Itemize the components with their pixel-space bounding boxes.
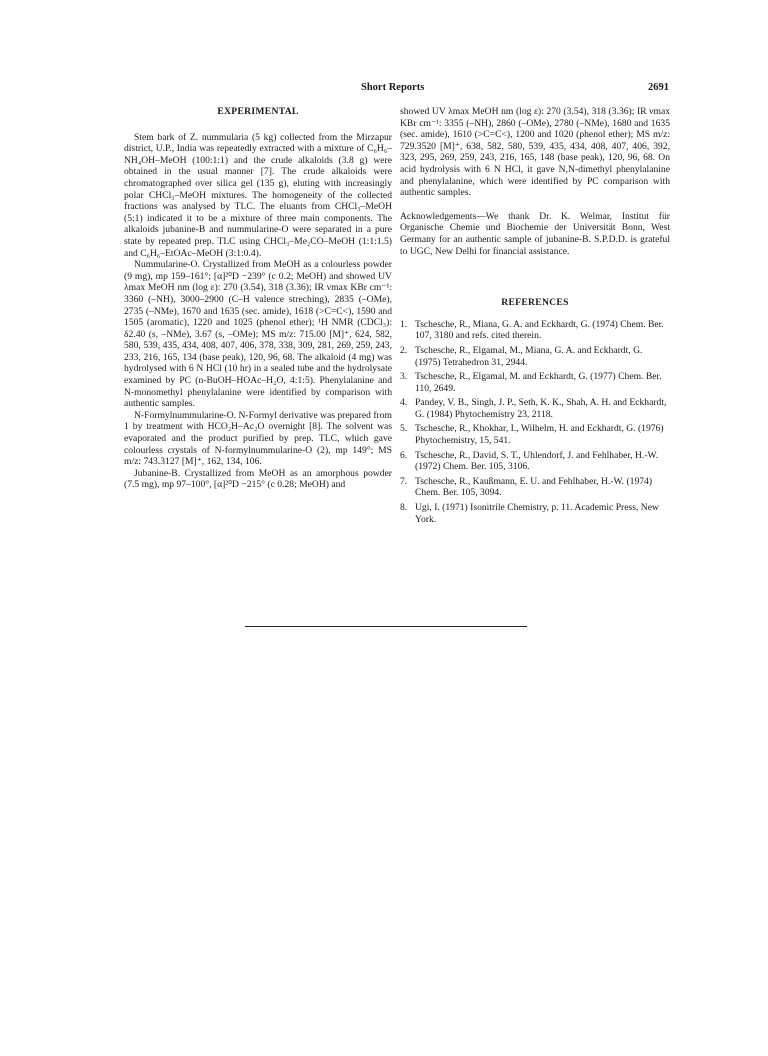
reference-number: 4. (400, 397, 408, 409)
left-column (124, 106, 392, 491)
references-heading: REFERENCES (501, 297, 569, 309)
paragraph-extraction: Stem bark of Z. nummularia (5 kg) collected from the Mirzapur district, U.P., India was repeatedly extracted with a mixture of C₆H₆–NH₄OH–MeOH (100:1:1) and the crude alkaloids (3.8 g) were obtained in the usual manner [7]. The crude alkaloids were chromatographed over silica gel (135 g), eluting with increasingly polar CHCl₃–MeOH mixtures. The homogeneity of the collected fractions was analysed by TLC. The eluants from CHCl₃–MeOH (5:1) indicated it to be a mixture of three main components. The alkaloids jubanine-B and nummularine-O were separated in a pure state by repeated prep. TLC using CHCl₃–Me₂CO–MeOH (1:1:1.5) and C₆H₆–EtOAc–MeOH (3:1:0.4). (124, 131, 392, 259)
acknowledgements: Acknowledgements—We thank Dr. K. Welmar, Institut für Organische Chemie und Biochemie der Universität Bonn, West Germany for an authentic sample of jubanine-B. S.P.D.D. is grateful to UGC, New Delhi for financial assistance. (400, 210, 670, 257)
page-header (0, 0, 768, 100)
references-list (400, 319, 670, 526)
reference-item (400, 476, 670, 499)
reference-number: 8. (400, 502, 408, 514)
running-head: Short Reports (361, 82, 425, 93)
reference-text: Tschesche, R., Elgamal, M., Miana, G. A. and Eckhardt, G. (1975) Tetrahedron 31, 2944. (415, 344, 643, 368)
paragraph-n-formylnummularine-o: N-Formylnummularine-O. N-Formyl derivative was prepared from 1 by treatment with HCO₂H–Ac₂O overnight [8]. The solvent was evaporated and the product purified by prep. TLC, which gave colourless crystals of N-formylnummularine-O (2), mp 149°; MS m/z: 743.3127 [M]⁺, 162, 134, 106. (124, 409, 392, 468)
section-heading-experimental: EXPERIMENTAL (217, 106, 299, 117)
reference-item (400, 502, 670, 525)
reference-number: 7. (400, 475, 408, 487)
end-rule (245, 626, 527, 627)
reference-text: Tschesche, R., David, S. T., Uhlendorf, J. and Fehlhaber, H.-W. (1972) Chem. Ber. 105, 3106. (415, 449, 659, 473)
reference-item (400, 450, 670, 473)
reference-item (400, 397, 670, 420)
reference-item (400, 371, 670, 394)
reference-text: Pandey, V. B., Singh, J. P., Seth, K. K., Shah, A. H. and Eckhardt, G. (1984) Phytochemistry 23, 2118. (415, 397, 667, 420)
reference-text: Tschesche, R., Khokhar, I., Wilhelm, H. and Eckhardt, G. (1976) Phytochemistry, 15, 541. (415, 423, 664, 447)
paragraph-nummularine-o: Nummularine-O. Crystallized from MeOH as a colourless powder (9 mg), mp 159–161°; [α]²⁰D −239° (c 0.2; MeOH) and showed UV λmax MeOH nm (log ε): 270 (3.54), 318 (3.36); IR νmax KBr cm⁻¹: 3360 (–NH), 3000–2900 (C–H valence streching), 2835 (–OMe), 2735 (–NMe), 1670 and 1635 (sec. amide), 1618 (>C=C<), 1590 and 1505 (aromatic), 1220 and 1025 (phenol ether); ¹H NMR (CDCl₃): δ2.40 (s, –NMe), 3.67 (s, –OMe); MS m/z: 715.00 [M]⁺, 624, 582, 580, 539, 435, 434, 408, 407, 406, 378, 338, 309, 281, 269, 259, 243, 233, 216, 165, 134 (base peak), 120, 96, 68. The alkaloid (4 mg) was hydrolysed with 6 N HCl (10 hr) in a sealed tube and the hydrolysate examined by PC (n-BuOH–HOAc–H₂O, 4:1:5). Phenylalanine and N-monomethyl phenylalanine were identified by comparison with authentic samples. (124, 259, 392, 410)
page-number: 2691 (648, 82, 669, 93)
paragraph-jubanine-b-continued: showed UV λmax MeOH nm (log ε): 270 (3.54), 318 (3.36); IR νmax KBr cm⁻¹: 3355 (–NH), 2860 (–OMe), 2780 (–NMe), 1680 and 1635 (sec. amide), 1610 (>C=C<), 1200 and 1020 (phenol ether); MS m/z: 729.3520 [M]⁺, 638, 582, 580, 539, 435, 434, 408, 407, 406, 392, 323, 295, 269, 259, 243, 216, 165, 148 (base peak), 120, 96, 68. On acid hydrolysis with 6 N HCl, it gave N,N-dimethyl phenylalanine and phenylalanine, which were identified by PC comparison with authentic samples. (400, 106, 670, 199)
reference-item (400, 319, 670, 342)
paragraph-jubanine-b: Jubanine-B. Crystallized from MeOH as an amorphous powder (7.5 mg), mp 97–100°, [α]²⁰D −215° (c 0.28; MeOH) and (124, 467, 392, 491)
right-column (400, 106, 670, 528)
reference-text: Tschesche, R., Elgamal, M. and Eckhardt, G. (1977) Chem. Ber. 110, 2649. (415, 371, 662, 394)
reference-number: 6. (400, 449, 408, 461)
reference-number: 2. (400, 344, 408, 356)
reference-item (400, 345, 670, 368)
reference-number: 3. (400, 371, 408, 383)
reference-number: 5. (400, 423, 408, 435)
reference-text: Tschesche, R., Miana, G. A. and Eckhardt, G. (1974) Chem. Ber. 107, 3180 and refs. cited therein. (415, 318, 664, 342)
reference-item (400, 423, 670, 446)
reference-text: Ugi, I. (1971) Isonitrile Chemistry, p. 11. Academic Press, New York. (415, 502, 659, 525)
reference-text: Tschesche, R., Kaußmann, E. U. and Fehlhaber, H.-W. (1974) Chem. Ber. 105, 3094. (415, 475, 653, 499)
reference-number: 1. (400, 318, 408, 330)
